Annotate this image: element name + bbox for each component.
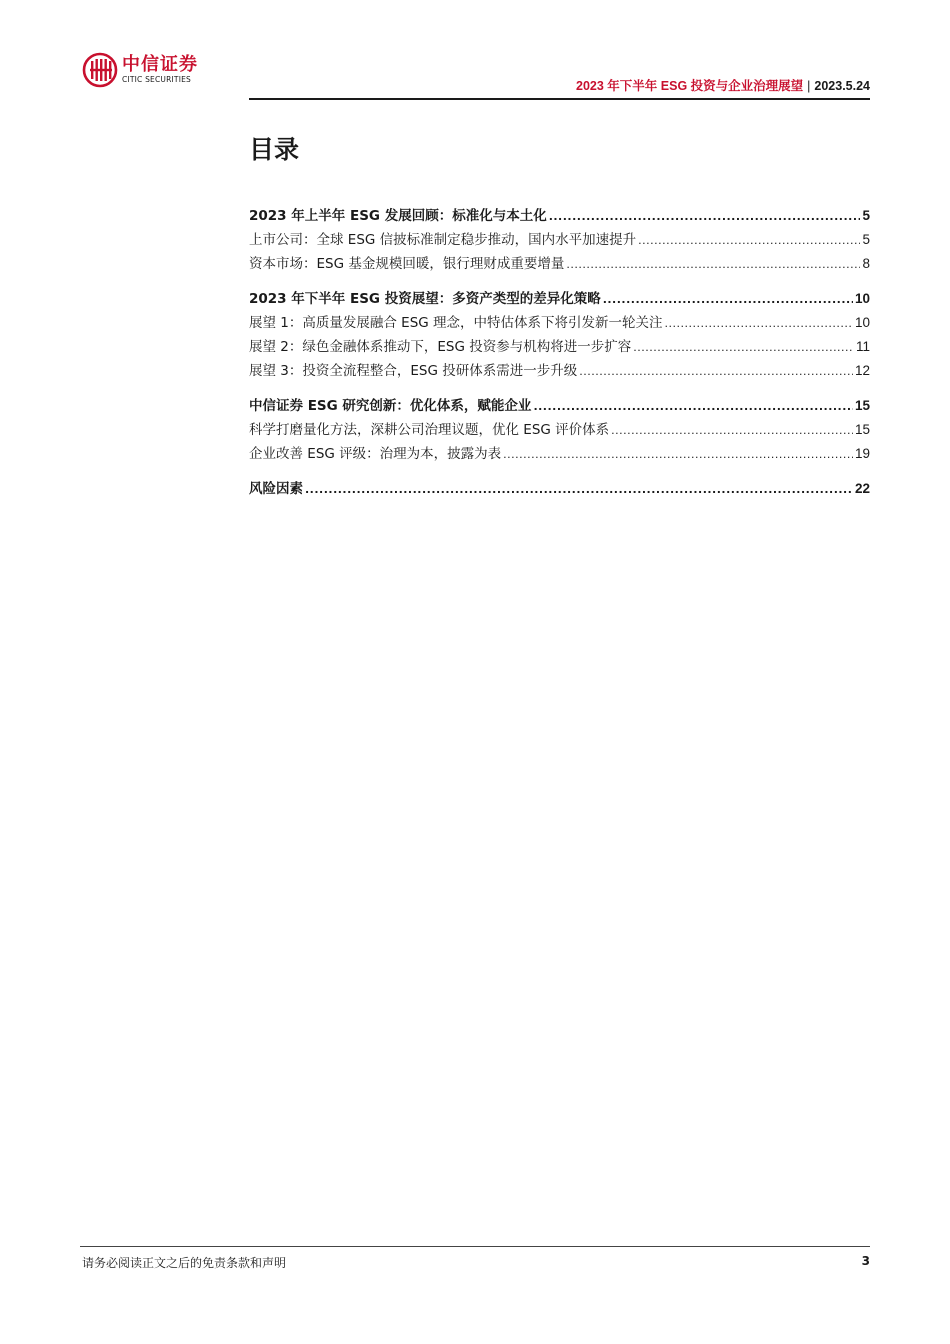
toc-entry[interactable] <box>249 228 870 252</box>
logo-english-name: CITIC SECURITIES <box>122 75 192 84</box>
toc-entry[interactable] <box>249 204 870 228</box>
toc-entry-label: 科学打磨量化方法，深耕公司治理议题，优化 ESG 评价体系 <box>249 422 610 438</box>
header-divider <box>249 98 870 100</box>
toc-entry-label: 展望 2：绿色金融体系推动下，ESG 投资参与机构将进一步扩容 <box>249 339 632 355</box>
toc-entry-page: 15 <box>854 398 870 413</box>
toc-entry[interactable] <box>249 442 870 466</box>
toc-entry-label: 资本市场：ESG 基金规模回暖，银行理财成重要增量 <box>249 256 565 272</box>
toc-entry[interactable] <box>249 287 870 311</box>
header-separator: | <box>807 79 811 93</box>
toc-heading: 目录 <box>249 135 300 164</box>
toc-leader-dots <box>603 288 853 312</box>
toc-entry[interactable] <box>249 418 870 442</box>
page-number: 3 <box>861 1254 870 1268</box>
toc-entry-page: 19 <box>854 446 870 461</box>
citic-logo-icon <box>82 52 118 88</box>
report-date: 2023.5.24 <box>814 79 870 93</box>
toc-entry[interactable] <box>249 335 870 359</box>
toc-entry-page: 5 <box>862 208 870 223</box>
table-of-contents <box>249 204 870 501</box>
toc-leader-dots <box>579 360 853 384</box>
toc-leader-dots <box>549 205 861 229</box>
toc-entry-label: 风险因素 <box>249 481 303 497</box>
report-title: 2023 年下半年 ESG 投资与企业治理展望 <box>576 79 804 93</box>
toc-entry-page: 15 <box>854 422 870 437</box>
toc-entry-page: 10 <box>854 315 870 330</box>
toc-entry[interactable] <box>249 394 870 418</box>
toc-leader-dots <box>305 478 853 502</box>
toc-entry-label: 展望 1：高质量发展融合 ESG 理念，中特估体系下将引发新一轮关注 <box>249 315 663 331</box>
footer-divider <box>80 1246 870 1247</box>
footer-disclaimer: 请务必阅读正文之后的免责条款和声明 <box>82 1256 287 1270</box>
toc-leader-dots <box>503 443 853 467</box>
toc-entry-page: 12 <box>854 363 870 378</box>
company-logo <box>82 52 198 88</box>
toc-entry-label: 展望 3：投资全流程整合，ESG 投研体系需进一步升级 <box>249 363 578 379</box>
toc-entry-label: 2023 年下半年 ESG 投资展望：多资产类型的差异化策略 <box>249 291 601 307</box>
toc-entry[interactable] <box>249 252 870 276</box>
toc-entry-page: 8 <box>862 256 870 271</box>
toc-entry[interactable] <box>249 359 870 383</box>
toc-leader-dots <box>566 253 860 277</box>
toc-entry-page: 5 <box>862 232 870 247</box>
report-header <box>576 76 870 94</box>
logo-chinese-name: 中信证券 <box>122 54 198 75</box>
toc-entry[interactable] <box>249 477 870 501</box>
toc-leader-dots <box>533 395 853 419</box>
toc-entry-page: 22 <box>854 481 870 496</box>
toc-entry-label: 上市公司：全球 ESG 信披标准制定稳步推动，国内水平加速提升 <box>249 232 637 248</box>
toc-entry-label: 企业改善 ESG 评级：治理为本，披露为表 <box>249 446 502 462</box>
toc-entry-label: 2023 年上半年 ESG 发展回顾：标准化与本土化 <box>249 208 547 224</box>
toc-leader-dots <box>665 312 853 336</box>
toc-leader-dots <box>638 229 860 253</box>
toc-leader-dots <box>611 419 853 443</box>
toc-entry-page: 10 <box>854 291 870 306</box>
toc-entry[interactable] <box>249 311 870 335</box>
toc-entry-page: 11 <box>855 339 870 354</box>
toc-entry-label: 中信证券 ESG 研究创新：优化体系，赋能企业 <box>249 398 532 414</box>
toc-leader-dots <box>633 336 854 360</box>
